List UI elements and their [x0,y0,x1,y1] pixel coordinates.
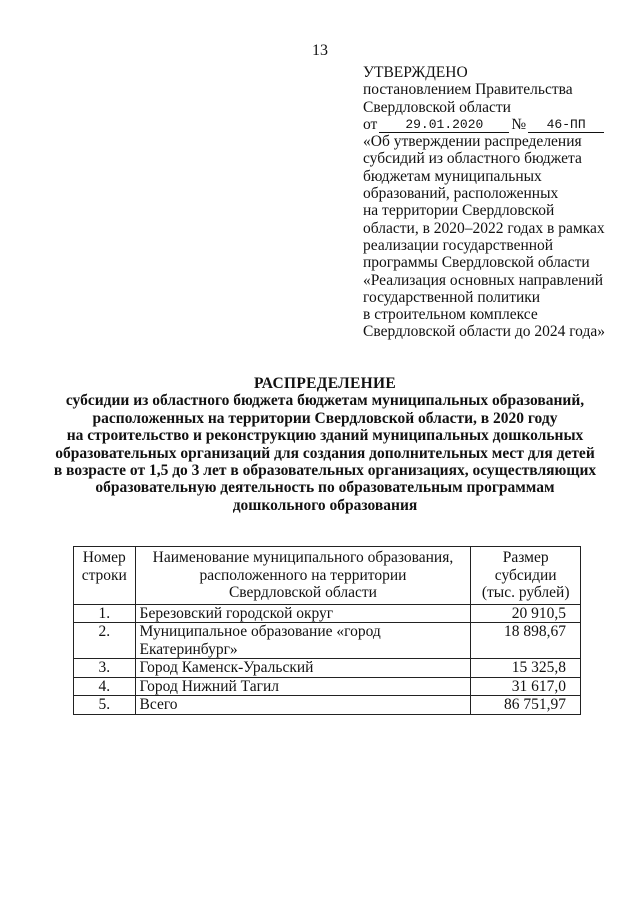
distribution-table [73,546,581,715]
heading-line: субсидии из областного бюджета бюджетам муниципальных образований, [65,392,585,410]
approval-block [363,64,625,341]
approval-title-line: «Реализация основных направлений [363,271,604,289]
header-amount [471,547,581,605]
table-header-row [74,547,581,605]
approval-title-line: Свердловской области до 2024 года» [363,323,605,341]
approval-title-line: бюджетам муниципальных [363,167,542,185]
row-number: 1. [74,604,136,623]
heading-line: образовательную деятельность по образовательным программам [95,479,555,497]
approval-title-line: образований, расположенных [363,185,559,203]
approval-stamp: УТВЕРЖДЕНО [363,64,468,81]
approval-title-line: на территории Свердловской [363,202,555,220]
approval-date-line [363,116,625,133]
table-row-total [74,696,581,715]
table-row [74,623,581,659]
approval-title-line: области, в 2020–2022 годах в рамках [363,219,605,237]
approval-date: 29.01.2020 [379,117,509,133]
header-text: Номер [82,549,126,566]
table-row [74,677,581,696]
heading-line: дошкольного образования [232,496,418,514]
table-row [74,659,581,678]
approval-line: постановлением Правительства [363,81,573,99]
header-text: Свердловской области [228,584,377,601]
header-text: Размер субсидии [494,549,557,584]
row-number: 4. [74,677,136,696]
row-number: 5. [74,696,136,715]
header-text: расположенного на территории [199,566,407,584]
row-number: 3. [74,659,136,678]
number-prefix: № [511,115,527,133]
approval-title-line: в строительном комплексе [363,306,538,324]
heading-line: образовательных организаций для создания дополнительных мест для детей [55,444,595,462]
heading-line: в возрасте от 1,5 до 3 лет в образовательных организациях, осуществляющих [53,462,597,480]
header-text: (тыс. рублей) [481,584,570,601]
row-amount: 31 617,0 [471,677,581,696]
header-municipality [135,547,471,605]
document-heading [40,375,610,514]
row-amount: 18 898,67 [471,623,581,659]
header-text: строки [81,566,127,584]
page-number: 13 [312,42,328,59]
approval-title-line: реализации государственной [363,236,554,254]
row-amount: 20 910,5 [471,604,581,623]
approval-title-line: государственной политики [363,288,541,306]
heading-line: на строительство и реконструкцию зданий муниципальных дошкольных [66,427,584,445]
approval-title-line: «Об утверждении распределения [363,133,582,151]
approval-title-line: субсидий из областного бюджета [363,150,582,168]
header-text: Наименование муниципального образования, [152,549,454,566]
heading-line: расположенных на территории Свердловской области, в 2020 году [92,409,558,427]
row-municipality: Всего [135,696,471,715]
heading-title: РАСПРЕДЕЛЕНИЕ [254,375,396,392]
row-number: 2. [74,623,136,659]
row-municipality: Муниципальное образование «город Екатеринбург» [135,623,471,659]
approval-title-line: программы Свердловской области [363,254,590,272]
row-amount: 86 751,97 [471,696,581,715]
approval-number: 46-ПП [528,117,604,133]
row-municipality: Город Каменск-Уральский [135,659,471,678]
row-amount: 15 325,8 [471,659,581,678]
header-row-number [74,547,136,605]
row-municipality: Город Нижний Тагил [135,677,471,696]
row-municipality: Березовский городской округ [135,604,471,623]
date-prefix: от [363,115,378,133]
approval-line: Свердловской области [363,98,511,116]
table-row [74,604,581,623]
